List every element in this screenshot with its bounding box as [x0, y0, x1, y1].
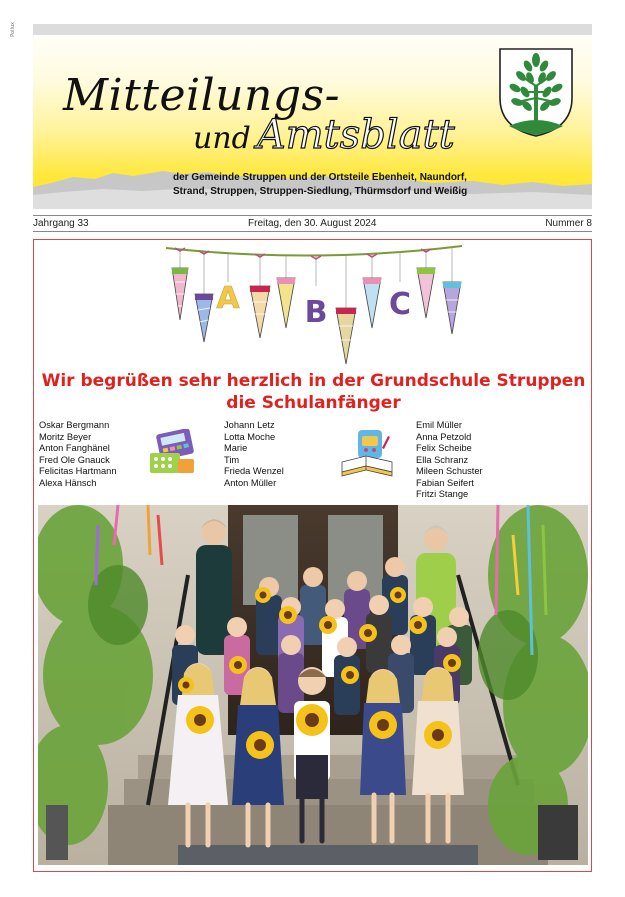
- headline-line-2: die Schulanfänger: [226, 393, 401, 413]
- pupil-name: Fabian Seifert: [416, 477, 474, 488]
- subtitle-line-2: Strand, Struppen, Struppen-Siedlung, Thürmsdorf und Weißig: [173, 186, 468, 197]
- pupil-name: Ella Schranz: [416, 454, 469, 465]
- side-mark: Pollux: [10, 22, 16, 37]
- school-cone-garland-illustration: [164, 242, 464, 370]
- issue-info-bar: [33, 215, 592, 232]
- issue-date: Freitag, den 30. August 2024: [248, 218, 377, 229]
- pupil-name: Oskar Bergmann: [39, 420, 110, 430]
- pupil-name: Anton Fanghänel: [39, 443, 110, 453]
- feature-frame: [33, 239, 592, 872]
- pupil-name: Marie: [224, 443, 248, 453]
- title-line-2: [193, 112, 455, 158]
- pupil-name: Anna Petzold: [416, 431, 472, 442]
- pupil-name: Moritz Beyer: [39, 431, 92, 442]
- title-amtsblatt: Amtsblatt: [256, 112, 455, 158]
- names-column-3: [416, 420, 483, 501]
- pupil-name: Emil Müller: [416, 420, 462, 430]
- calculator-clipart-icon: [148, 429, 198, 477]
- garland-letter-b: B: [304, 295, 328, 330]
- coat-of-arms-tree-icon: [497, 46, 575, 138]
- masthead: [33, 24, 592, 209]
- pupil-name: Felix Scheibe: [416, 443, 472, 453]
- names-column-2: [224, 420, 284, 489]
- pupil-name: Felicitas Hartmann: [39, 466, 117, 476]
- pupil-name: Frieda Wenzel: [224, 466, 284, 476]
- masthead-top-bar: [33, 24, 592, 35]
- garland-letter-c: C: [388, 287, 412, 322]
- school-bag-book-clipart-icon: [338, 428, 396, 478]
- pupil-name: Mileen Schuster: [416, 466, 483, 476]
- masthead-subtitle: [173, 171, 473, 199]
- names-column-1: [39, 420, 117, 489]
- pupil-name: Johann Letz: [224, 420, 275, 430]
- group-photo-first-graders-with-sunflowers: [38, 505, 588, 865]
- title-mitteilungs: Mitteilungs-: [63, 70, 340, 121]
- pupil-name: Fred Ole Gnauck: [39, 454, 110, 465]
- pupil-name: Anton Müller: [224, 477, 277, 488]
- welcome-headline: [34, 370, 593, 414]
- volume-label: Jahrgang 33: [33, 218, 89, 229]
- headline-line-1: Wir begrüßen sehr herzlich in der Grundschule Struppen: [41, 371, 586, 391]
- pupil-name: Lotta Moche: [224, 431, 276, 442]
- pupil-name: Alexa Hänsch: [39, 477, 97, 488]
- title-und: und: [193, 121, 251, 156]
- garland-letter-a: A: [216, 281, 240, 316]
- subtitle-line-1: der Gemeinde Struppen und der Ortsteile Ebenheit, Naundorf,: [173, 172, 467, 183]
- issue-number: Nummer 8: [545, 218, 592, 229]
- pupil-name: Tim: [224, 454, 240, 465]
- pupil-name: Fritzi Stange: [416, 489, 469, 499]
